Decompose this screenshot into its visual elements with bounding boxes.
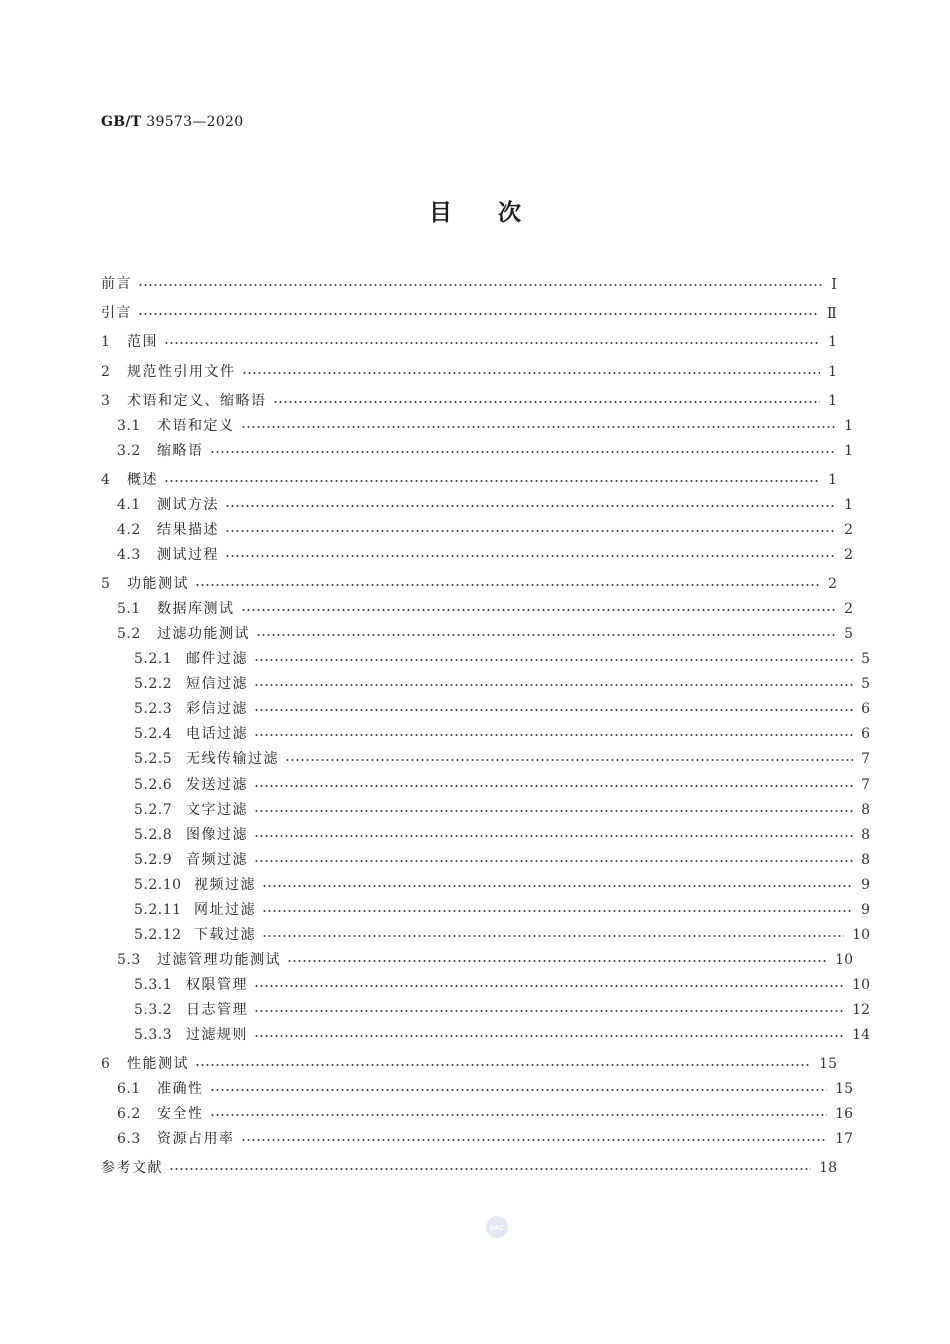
toc-entry[interactable]	[101, 361, 837, 383]
toc-entry-page: 2	[844, 601, 853, 617]
dot-leader	[225, 530, 836, 532]
toc-entry-number: 5.2	[117, 626, 141, 642]
toc-entry[interactable]	[101, 598, 853, 620]
toc-entry-label: 过滤规则	[186, 1027, 248, 1043]
standard-prefix: GB/T	[101, 114, 142, 130]
toc-entry-number: 4.2	[117, 522, 141, 538]
toc-entry-label: 短信过滤	[186, 676, 248, 692]
toc-entry-label: 范围	[127, 334, 158, 350]
toc-entry-label: 参考文献	[101, 1160, 163, 1176]
toc-entry-label: 引言	[101, 305, 132, 321]
toc-entry-page: 12	[852, 1002, 870, 1018]
toc-entry-number: 2	[101, 364, 111, 380]
toc-entry-label: 过滤管理功能测试	[157, 952, 281, 968]
toc-entry-page: 1	[844, 497, 853, 513]
toc-entry-number: 3	[101, 393, 111, 409]
toc-entry-label: 网址过滤	[194, 902, 256, 918]
toc-entry-page: 8	[861, 802, 870, 818]
dot-leader	[254, 1035, 844, 1037]
toc-entry-page: 10	[852, 927, 870, 943]
dot-leader	[241, 609, 837, 611]
toc-entry-page: 1	[844, 443, 853, 459]
toc-entry-label: 视频过滤	[194, 877, 256, 893]
toc-entry-label: 术语和定义、缩略语	[127, 393, 267, 409]
toc-entry-label: 权限管理	[186, 977, 248, 993]
toc-entry-label: 下载过滤	[194, 927, 256, 943]
toc-entry-number: 3.1	[117, 418, 141, 434]
toc-entry-page: 7	[861, 751, 870, 767]
toc-entry-page: 8	[861, 827, 870, 843]
toc-entry[interactable]	[101, 1157, 837, 1179]
toc-entry-number: 6.3	[117, 1131, 141, 1147]
toc-entry-number: 1	[101, 334, 111, 350]
toc-entry-label: 文字过滤	[186, 802, 248, 818]
toc-entry-number: 5.3.1	[134, 977, 173, 993]
toc-entry-page: 6	[861, 701, 870, 717]
toc-entry-label: 音频过滤	[186, 852, 248, 868]
toc-entry-label: 规范性引用文件	[127, 364, 236, 380]
toc-entry-number: 5.2.11	[134, 902, 182, 918]
toc-entry[interactable]	[101, 874, 870, 896]
toc-entry[interactable]	[101, 623, 853, 645]
toc-entry[interactable]	[101, 648, 870, 670]
toc-entry-number: 5.2.10	[134, 877, 182, 893]
toc-entry-page: 5	[861, 676, 870, 692]
toc-entry-page: 5	[844, 626, 853, 642]
toc-entry-page: 5	[861, 651, 870, 667]
toc-entry-number: 5.2.6	[134, 777, 173, 793]
toc-entry-number: 5.1	[117, 601, 141, 617]
toc-entry-number: 5.2.3	[134, 701, 173, 717]
toc-entry[interactable]	[101, 1103, 853, 1125]
toc-entry-label: 缩略语	[157, 443, 204, 459]
dot-leader	[225, 555, 836, 557]
toc-entry[interactable]	[101, 824, 870, 846]
dot-leader	[225, 505, 836, 507]
toc-entry-number: 5.2.9	[134, 852, 173, 868]
dot-leader	[254, 985, 844, 987]
toc-entry-number: 4	[101, 472, 111, 488]
dot-leader	[287, 960, 827, 962]
dot-leader	[195, 1064, 811, 1066]
toc-entry-page: 9	[861, 902, 870, 918]
toc-entry-label: 安全性	[157, 1106, 204, 1122]
dot-leader	[262, 910, 853, 912]
dot-leader	[254, 785, 853, 787]
toc-entry-label: 概述	[127, 472, 158, 488]
toc-entry[interactable]	[101, 390, 837, 412]
toc-entry-page: 1	[844, 418, 853, 434]
toc-entry-number: 5.2.4	[134, 726, 173, 742]
dot-leader	[164, 342, 820, 344]
toc-entry-page: 2	[844, 522, 853, 538]
toc-entry-label: 资源占用率	[157, 1131, 235, 1147]
toc-entry-number: 3.2	[117, 443, 141, 459]
toc-entry-label: 前言	[101, 276, 132, 292]
toc-entry-number: 6.1	[117, 1081, 141, 1097]
toc-entry-number: 5.2.2	[134, 676, 173, 692]
dot-leader	[138, 313, 819, 315]
toc-entry[interactable]	[101, 1024, 870, 1046]
toc-entry-label: 测试过程	[157, 547, 219, 563]
page-title: 目次	[429, 200, 567, 226]
toc-entry[interactable]	[101, 924, 870, 946]
toc-entry[interactable]	[101, 1078, 853, 1100]
toc-entry-label: 功能测试	[127, 576, 189, 592]
toc-entry[interactable]	[101, 1053, 837, 1075]
toc-entry[interactable]	[101, 494, 853, 516]
dot-leader	[254, 709, 853, 711]
toc-entry[interactable]	[101, 849, 870, 871]
toc-entry[interactable]	[101, 544, 853, 566]
toc-entry-number: 6.2	[117, 1106, 141, 1122]
toc-entry[interactable]	[101, 748, 870, 770]
toc-entry[interactable]	[101, 519, 853, 541]
toc-entry-page: 15	[819, 1056, 837, 1072]
toc-entry-page: 6	[861, 726, 870, 742]
toc-entry-page: 16	[835, 1106, 853, 1122]
dot-leader	[210, 1114, 828, 1116]
dot-leader	[254, 810, 853, 812]
toc-entry-number: 5.2.1	[134, 651, 173, 667]
dot-leader	[164, 480, 820, 482]
toc-entry-page: 17	[835, 1131, 853, 1147]
toc-entry-label: 彩信过滤	[186, 701, 248, 717]
toc-entry-label: 结果描述	[157, 522, 219, 538]
toc-entry[interactable]	[101, 899, 870, 921]
toc-entry-number: 4.3	[117, 547, 141, 563]
toc-entry-page: 15	[835, 1081, 853, 1097]
dot-leader	[242, 372, 821, 374]
toc-entry[interactable]	[101, 723, 870, 745]
toc-entry-number: 4.1	[117, 497, 141, 513]
toc-entry-label: 准确性	[157, 1081, 204, 1097]
dot-leader	[210, 451, 837, 453]
sac-watermark-icon	[485, 1215, 509, 1239]
standard-code: 39573—2020	[146, 114, 244, 130]
toc-entry-page: 10	[852, 977, 870, 993]
toc-entry-number: 5.2.8	[134, 827, 173, 843]
dot-leader	[138, 284, 823, 286]
toc-entry-page: 2	[828, 576, 837, 592]
dot-leader	[254, 860, 853, 862]
toc-entry-page: 1	[828, 364, 837, 380]
toc-entry-number: 5.2.5	[134, 751, 173, 767]
toc-entry-label: 性能测试	[127, 1056, 189, 1072]
toc-entry[interactable]	[101, 273, 837, 295]
toc-entry-label: 电话过滤	[186, 726, 248, 742]
toc-entry[interactable]	[101, 302, 837, 324]
toc-entry-page: 14	[852, 1027, 870, 1043]
dot-leader	[195, 584, 820, 586]
toc-entry-label: 过滤功能测试	[157, 626, 250, 642]
dot-leader	[273, 401, 821, 403]
dot-leader	[262, 935, 844, 937]
svg-text:SAC: SAC	[489, 1224, 505, 1232]
dot-leader	[169, 1168, 811, 1170]
toc-entry[interactable]	[101, 331, 837, 353]
toc-entry-label: 术语和定义	[157, 418, 235, 434]
toc-entry-number: 5.3.3	[134, 1027, 173, 1043]
toc-entry-label: 图像过滤	[186, 827, 248, 843]
toc-entry[interactable]	[101, 799, 870, 821]
toc-entry[interactable]	[101, 698, 870, 720]
toc-entry-label: 邮件过滤	[186, 651, 248, 667]
toc-entry[interactable]	[101, 573, 837, 595]
toc-entry-label: 测试方法	[157, 497, 219, 513]
toc-entry-number: 5	[101, 576, 111, 592]
toc-entry[interactable]	[101, 774, 870, 796]
toc-entry-label: 数据库测试	[157, 601, 235, 617]
dot-leader	[241, 426, 837, 428]
dot-leader	[262, 885, 853, 887]
dot-leader	[254, 1010, 844, 1012]
dot-leader	[285, 759, 853, 761]
toc-entry-page: 2	[844, 547, 853, 563]
toc-entry-label: 发送过滤	[186, 777, 248, 793]
toc-entry[interactable]	[101, 673, 870, 695]
dot-leader	[254, 659, 853, 661]
toc-entry-page: 7	[861, 777, 870, 793]
toc-entry-page: 18	[819, 1160, 837, 1176]
toc-entry-page: 1	[828, 334, 837, 350]
toc-entry-number: 5.3	[117, 952, 141, 968]
standard-number	[101, 114, 243, 130]
dot-leader	[254, 684, 853, 686]
toc-entry-page: 8	[861, 852, 870, 868]
toc-entry[interactable]	[101, 949, 853, 971]
toc-entry-page: 10	[835, 952, 853, 968]
dot-leader	[254, 734, 853, 736]
toc-entry-page: 1	[828, 393, 837, 409]
dot-leader	[241, 1139, 828, 1141]
dot-leader	[256, 634, 836, 636]
toc-entry[interactable]	[101, 974, 870, 996]
toc-entry-label: 无线传输过滤	[186, 751, 279, 767]
toc-entry-page: Ⅱ	[826, 304, 837, 322]
toc-entry[interactable]	[101, 469, 837, 491]
toc-entry-number: 5.2.7	[134, 802, 173, 818]
toc-entry[interactable]	[101, 440, 853, 462]
toc-entry-page: Ⅰ	[831, 275, 837, 293]
toc-entry-number: 6	[101, 1056, 111, 1072]
toc-entry-label: 日志管理	[186, 1002, 248, 1018]
toc-entry[interactable]	[101, 415, 853, 437]
dot-leader	[254, 835, 853, 837]
toc-entry[interactable]	[101, 999, 870, 1021]
toc-entry-page: 1	[828, 472, 837, 488]
toc-entry[interactable]	[101, 1128, 853, 1150]
dot-leader	[210, 1089, 828, 1091]
toc-entry-number: 5.3.2	[134, 1002, 173, 1018]
toc-entry-page: 9	[861, 877, 870, 893]
toc-entry-number: 5.2.12	[134, 927, 182, 943]
